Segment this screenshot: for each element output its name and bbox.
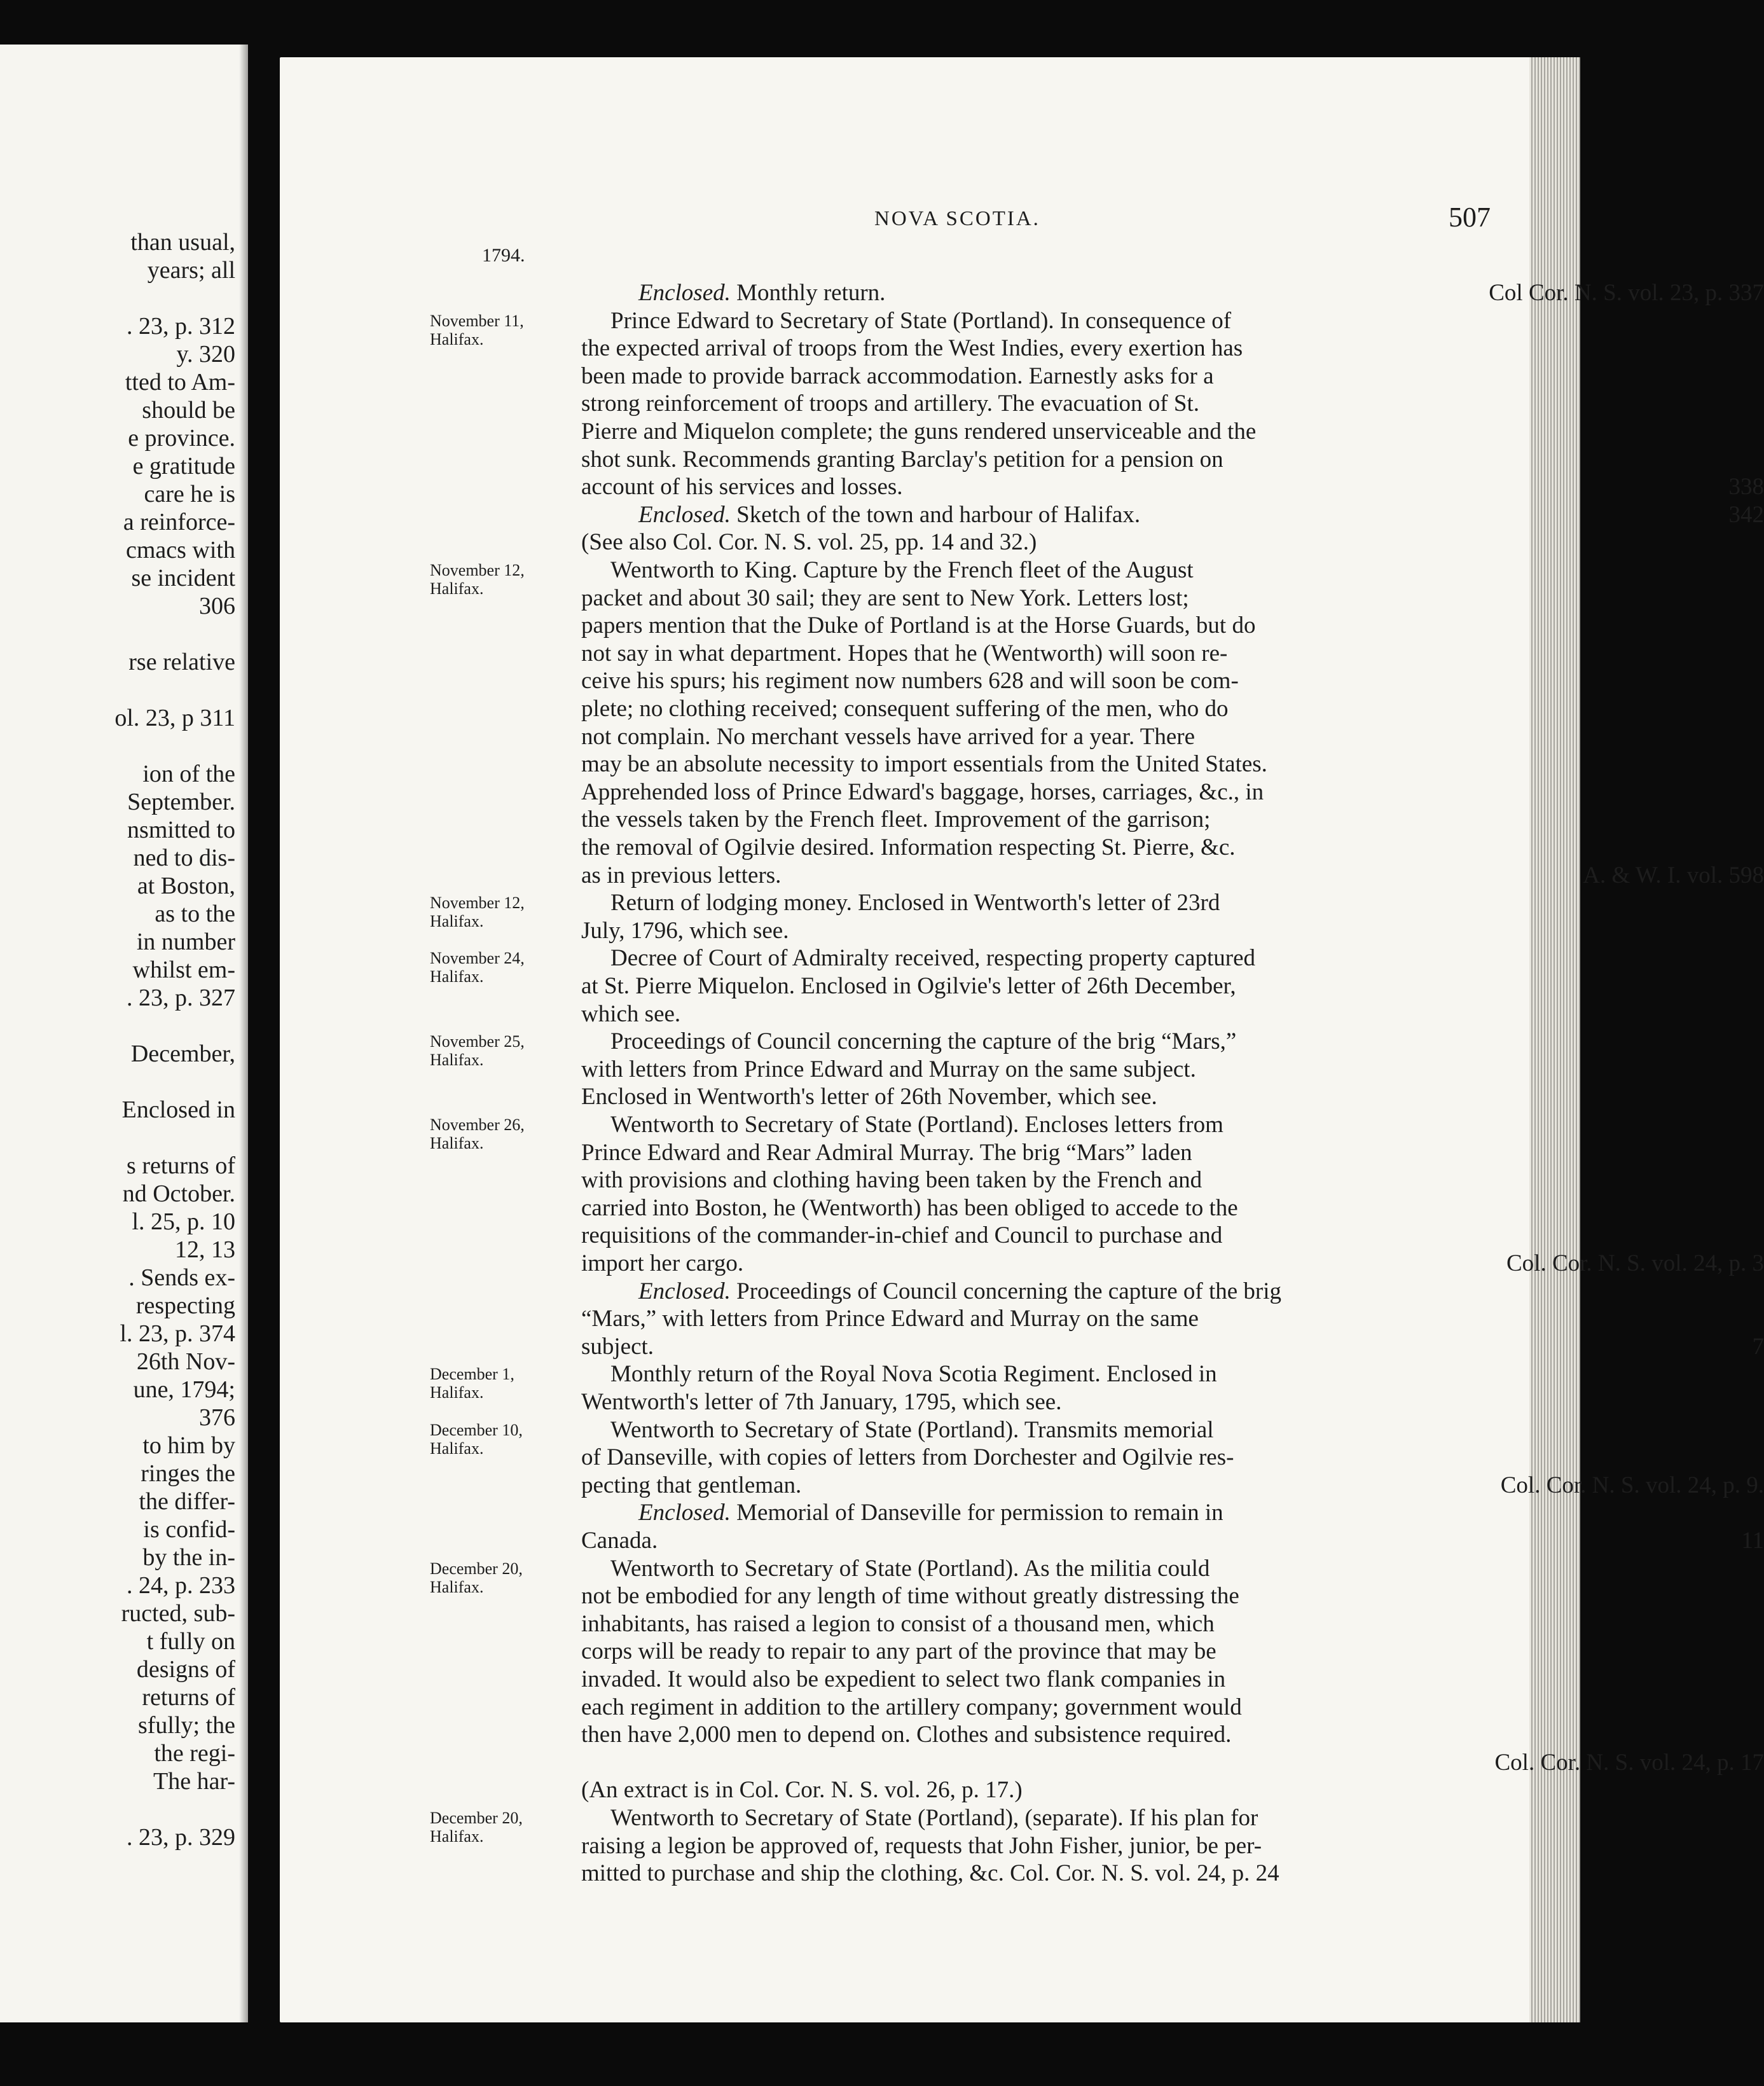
left-page-line: by the in- [142, 1544, 235, 1571]
text-line [581, 529, 1764, 556]
line-text [581, 612, 1255, 639]
text-line [581, 1389, 1764, 1416]
line-text [581, 1334, 654, 1360]
line-text [581, 1306, 1199, 1332]
line-text [581, 1860, 1279, 1887]
line-text [581, 363, 1214, 390]
text-line [581, 280, 1764, 307]
line-text [638, 1500, 1223, 1526]
left-page-line: whilst em- [132, 957, 235, 983]
date-text: November 12, [430, 561, 525, 579]
line-body: Pierre and Miquelon complete; the guns rendered unserviceable and the [581, 418, 1257, 445]
left-page-line: ol. 23, p 311 [114, 705, 235, 731]
line-body: papers mention that the Duke of Portland is at the Horse Guards, but do [581, 612, 1256, 639]
line-text [581, 696, 1229, 722]
date-text: November 26, [430, 1116, 525, 1134]
line-body: then have 2,000 men to depend on. Clothes and subsistence required. [581, 1722, 1232, 1748]
line-body: Proceedings of Council concerning the capture of the brig “Mars,” [610, 1028, 1237, 1055]
left-page-line: The har- [153, 1768, 235, 1795]
line-text [581, 418, 1256, 445]
text-line [581, 612, 1764, 639]
line-text [581, 973, 1236, 1000]
left-page-line: ructed, sub- [121, 1600, 235, 1627]
left-page-line: is confid- [143, 1516, 235, 1543]
line-body: Apprehended loss of Prince Edward's baggage, horses, carriages, &c., in [581, 778, 1264, 805]
margin-date [430, 1421, 576, 1458]
left-page-line: should be [142, 397, 235, 424]
text-line [581, 973, 1764, 1000]
line-text [610, 557, 1194, 584]
margin-date [430, 1116, 576, 1152]
left-page-line: a reinforce- [123, 509, 235, 535]
left-page-line: . Sends ex- [128, 1264, 235, 1291]
line-body: Decree of Court of Admiralty received, respecting property captured [610, 945, 1255, 972]
line-text [581, 1638, 1216, 1665]
left-page-line: at Boston, [137, 873, 235, 899]
left-page-line: se incident [131, 565, 235, 591]
left-page-line: nsmitted to [127, 817, 235, 843]
left-page-line: care he is [144, 481, 235, 508]
text-line [581, 1140, 1764, 1166]
place-text: Halifax. [430, 1051, 484, 1070]
line-body: may be an absolute necessity to import essentials from the United States. [581, 751, 1267, 778]
line-text [581, 779, 1264, 806]
line-text [581, 390, 1199, 417]
left-page-line: the differ- [139, 1488, 235, 1515]
line-text [581, 1611, 1215, 1638]
text-line [581, 1528, 1764, 1554]
text-line [581, 1638, 1764, 1665]
line-body: import her cargo. [581, 1250, 744, 1276]
left-page-line: 376 [199, 1404, 235, 1431]
enclosed-label: Enclosed. [638, 1278, 731, 1304]
line-body: Wentworth's letter of 7th January, 1795, which see. [581, 1389, 1062, 1415]
left-page-line: than usual, [130, 229, 235, 256]
line-body: not complain. No merchant vessels have arrived for a year. There [581, 723, 1196, 750]
line-body: Prince Edward to Secretary of State (Portland). In consequence of [610, 307, 1232, 334]
text-line [581, 1056, 1764, 1083]
line-text [581, 585, 1189, 612]
left-page-line: t fully on [146, 1628, 235, 1655]
line-body: inhabitants, has raised a legion to consist of a thousand men, which [581, 1610, 1215, 1637]
line-body: plete; no clothing received; consequent suffering of the men, who do [581, 696, 1229, 722]
left-page-line: the regi- [154, 1740, 235, 1767]
reference: 7 [1752, 1333, 1764, 1360]
text-line [581, 1694, 1764, 1721]
margin-date [430, 1365, 576, 1402]
right-page [280, 57, 1764, 2022]
line-text [610, 1361, 1217, 1388]
text-line [581, 1306, 1764, 1332]
reference: Col. Cor. N. S. vol. 24, p. 9. [1500, 1472, 1764, 1498]
line-text [581, 751, 1267, 778]
text-line [581, 668, 1764, 694]
reference: A. & W. I. vol. 598 [1583, 862, 1764, 888]
reference: 342 [1728, 501, 1764, 528]
left-page-line: returns of [142, 1684, 235, 1711]
place-text: Halifax. [430, 1134, 484, 1152]
left-page-line: in number [136, 929, 235, 955]
left-page-line: rse relative [128, 649, 235, 675]
line-text [581, 1472, 801, 1499]
line-text [638, 280, 885, 307]
left-page-line: to him by [142, 1432, 235, 1459]
margin-date [430, 312, 576, 349]
text-line [581, 1028, 1764, 1055]
page-gutter-shadow [239, 45, 248, 2022]
line-text [581, 1528, 658, 1554]
reference: Col. Cor. N. S. vol. 24, p. 17 [1494, 1749, 1764, 1776]
line-body: Enclosed in Wentworth's letter of 26th November, which see. [581, 1084, 1157, 1110]
text-line [581, 640, 1764, 667]
line-text [581, 335, 1243, 362]
text-line [581, 1222, 1764, 1249]
text-line [581, 1833, 1764, 1860]
text-line [581, 806, 1764, 833]
text-line [581, 1361, 1764, 1388]
text-line [581, 1777, 1764, 1804]
left-page-line: September. [127, 789, 235, 815]
line-body: with letters from Prince Edward and Murray on the same subject. [581, 1056, 1196, 1082]
text-line [581, 890, 1764, 916]
left-page-line: December, [130, 1040, 235, 1067]
text-line [581, 474, 1764, 501]
text-line [581, 363, 1764, 390]
line-text [581, 918, 789, 944]
text-line [581, 751, 1764, 778]
left-page-line: ned to dis- [133, 845, 235, 871]
line-text [581, 1666, 1225, 1693]
page-number: 507 [1449, 202, 1491, 233]
reference: Col Cor. N. S. vol. 23, p. 337 [1489, 280, 1764, 306]
line-body: shot sunk. Recommends granting Barclay's petition for a pension on [581, 446, 1223, 473]
line-text [581, 862, 781, 889]
text-line [581, 1472, 1764, 1499]
line-text [581, 1056, 1196, 1083]
left-page-line: ringes the [141, 1460, 235, 1487]
line-body: strong reinforcement of troops and artillery. The evacuation of St. [581, 390, 1199, 417]
text-line [581, 1444, 1764, 1471]
line-text [610, 890, 1220, 916]
date-text: December 20, [430, 1559, 523, 1578]
date-text: December 10, [430, 1420, 523, 1439]
place-text: Halifax. [430, 967, 484, 986]
line-text [581, 529, 1037, 556]
line-body: Canada. [581, 1528, 658, 1554]
left-page-line: cmacs with [125, 537, 235, 563]
place-text: Halifax. [430, 912, 484, 931]
text-line [581, 862, 1764, 889]
text-line [581, 918, 1764, 944]
line-body: Proceedings of Council concerning the capture of the brig [730, 1278, 1282, 1304]
margin-date [430, 1809, 576, 1846]
left-page-line: e province. [128, 425, 235, 452]
line-text [581, 446, 1223, 473]
line-text [581, 1195, 1238, 1222]
line-text [581, 1583, 1239, 1610]
line-text [581, 1222, 1222, 1249]
line-text [610, 1556, 1209, 1582]
line-body: Return of lodging money. Enclosed in Wentworth's letter of 23rd [610, 890, 1220, 916]
text-line [581, 1278, 1764, 1305]
reference: Col. Cor. N. S. vol. 24, p. 3 [1506, 1250, 1764, 1276]
text-line [581, 335, 1764, 362]
date-text: November 24, [430, 949, 525, 968]
line-text [581, 474, 903, 501]
left-page-line: l. 23, p. 374 [120, 1320, 235, 1347]
line-text [581, 1001, 680, 1028]
text-line [581, 585, 1764, 612]
line-body: ceive his spurs; his regiment now numbers 628 and will soon be com- [581, 668, 1239, 694]
left-page-line: . 24, p. 233 [127, 1572, 235, 1599]
line-body: Wentworth to Secretary of State (Portland). Transmits memorial [610, 1416, 1214, 1443]
line-body: Sketch of the town and harbour of Halifax. [730, 501, 1141, 528]
place-text: Halifax. [430, 1439, 484, 1458]
left-page-line: ion of the [142, 761, 235, 787]
text-line [581, 724, 1764, 750]
line-body: Wentworth to Secretary of State (Portland). As the militia could [610, 1555, 1210, 1582]
line-body: not say in what department. Hopes that he (Wentworth) will soon re- [581, 640, 1228, 667]
line-body: Monthly return of the Royal Nova Scotia Regiment. Enclosed in [610, 1361, 1217, 1388]
line-body: Prince Edward and Rear Admiral Murray. The brig “Mars” laden [581, 1139, 1192, 1166]
left-page-line: . 23, p. 327 [127, 984, 235, 1011]
text-line [581, 1112, 1764, 1138]
line-body: Monthly return. [730, 280, 886, 306]
text-line [581, 1001, 1764, 1028]
text-line [581, 557, 1764, 584]
line-text [638, 1278, 1281, 1305]
left-page-line: Enclosed in [121, 1096, 235, 1123]
line-body: July, 1796, which see. [581, 917, 789, 944]
left-page-line: years; all [147, 257, 235, 284]
text-line [581, 1417, 1764, 1444]
line-body: which see. [581, 1000, 681, 1027]
line-body: account of his services and losses. [581, 474, 903, 501]
line-body: invaded. It would also be expedient to select two flank companies in [581, 1666, 1226, 1692]
line-text [581, 1777, 1023, 1804]
reference: 338 [1728, 474, 1764, 501]
line-text [581, 1140, 1192, 1166]
date-text: November 12, [430, 894, 525, 913]
line-body: the removal of Ogilvie desired. Information respecting St. Pierre, &c. [581, 834, 1236, 860]
left-page-line: sfully; the [137, 1712, 235, 1739]
running-head: NOVA SCOTIA. [874, 207, 1040, 230]
line-body: carried into Boston, he (Wentworth) has been obliged to accede to the [581, 1194, 1238, 1221]
line-body: “Mars,” with letters from Prince Edward and Murray on the same [581, 1306, 1199, 1332]
line-body: with provisions and clothing having been taken by the French and [581, 1167, 1202, 1194]
date-text: November 11, [430, 311, 524, 330]
line-body: been made to provide barrack accommodation. Earnestly asks for a [581, 363, 1214, 389]
line-body: as in previous letters. [581, 862, 782, 888]
left-page-line: 12, 13 [175, 1236, 235, 1263]
left-page-line: . 23, p. 329 [127, 1824, 235, 1851]
text-line [581, 1084, 1764, 1110]
line-text [581, 806, 1210, 833]
place-text: Halifax. [430, 1383, 484, 1402]
margin-date [430, 894, 576, 930]
line-text [581, 640, 1227, 667]
text-line [581, 1334, 1764, 1360]
place-text: Halifax. [430, 579, 484, 598]
text-line [581, 1250, 1764, 1277]
line-text [581, 1250, 743, 1277]
text-line [581, 418, 1764, 445]
line-text [581, 1167, 1202, 1194]
left-page-line: une, 1794; [133, 1376, 235, 1403]
left-page-line: . 23, p. 312 [127, 313, 235, 340]
line-text [610, 1805, 1258, 1832]
line-body: packet and about 30 sail; they are sent to New York. Letters lost; [581, 584, 1189, 611]
place-text: Halifax. [430, 329, 484, 349]
line-text [610, 1417, 1214, 1444]
line-body: pecting that gentleman. [581, 1472, 802, 1498]
line-text [581, 1389, 1061, 1416]
line-body: Wentworth to King. Capture by the French fleet of the August [610, 557, 1194, 583]
line-body: Wentworth to Secretary of State (Portland), (separate). If his plan for [610, 1805, 1258, 1831]
left-page-line: tted to Am- [125, 369, 235, 396]
place-text: Halifax. [430, 1577, 484, 1596]
line-body: of Danseville, with copies of letters from Dorchester and Ogilvie res- [581, 1444, 1234, 1471]
margin-date [430, 1559, 576, 1596]
margin-date [430, 1032, 576, 1069]
text-line [581, 1583, 1764, 1610]
year-heading: 1794. [482, 245, 525, 266]
left-page-line: respecting [135, 1292, 235, 1319]
line-body: requisitions of the commander-in-chief and Council to purchase and [581, 1222, 1223, 1249]
line-body: (See also Col. Cor. N. S. vol. 25, pp. 14 and 32.) [581, 529, 1037, 556]
line-body: raising a legion be approved of, requests that John Fisher, junior, be per- [581, 1832, 1262, 1859]
line-body: (An extract is in Col. Cor. N. S. vol. 26, p. 17.) [581, 1777, 1023, 1804]
line-body: mitted to purchase and ship the clothing, &c. Col. Cor. N. S. vol. 24, p. 24 [581, 1860, 1279, 1887]
line-text [610, 945, 1255, 972]
line-text [610, 308, 1231, 335]
enclosed-label: Enclosed. [638, 501, 731, 528]
line-body: Wentworth to Secretary of State (Portland). Encloses letters from [610, 1112, 1223, 1138]
enclosed-label: Enclosed. [638, 1500, 731, 1526]
left-page-line: y. 320 [176, 341, 235, 368]
date-text: December 20, [430, 1809, 523, 1827]
line-text [581, 724, 1195, 750]
text-line [581, 696, 1764, 722]
text-line [581, 446, 1764, 473]
text-line [581, 1556, 1764, 1582]
left-page-line: 26th Nov- [136, 1348, 235, 1375]
left-page-line: as to the [155, 901, 235, 927]
left-page-line: e gratitude [132, 453, 235, 480]
text-line [581, 308, 1764, 335]
left-page-line: designs of [136, 1656, 235, 1683]
line-text [581, 834, 1236, 861]
left-page-line: nd October. [122, 1180, 235, 1207]
line-body: corps will be ready to repair to any part of the province that may be [581, 1638, 1216, 1665]
line-body: each regiment in addition to the artillery company; government would [581, 1694, 1242, 1720]
line-body: the expected arrival of troops from the West Indies, every exertion has [581, 335, 1243, 362]
text-line [581, 1611, 1764, 1638]
text-line [581, 1860, 1764, 1887]
text-line [581, 1805, 1764, 1832]
line-text [581, 1833, 1262, 1860]
text-line [581, 834, 1764, 861]
text-line [581, 1500, 1764, 1526]
text-line [581, 1167, 1764, 1194]
text-line [581, 390, 1764, 417]
line-text [581, 1694, 1242, 1721]
text-line [581, 502, 1764, 528]
margin-date [430, 949, 576, 986]
margin-date [430, 561, 576, 598]
line-body: not be embodied for any length of time without greatly distressing the [581, 1583, 1239, 1610]
line-body: the vessels taken by the French fleet. Improvement of the garrison; [581, 806, 1211, 833]
text-line [581, 1722, 1764, 1748]
text-line [581, 945, 1764, 972]
line-text [638, 502, 1140, 528]
text-line [581, 779, 1764, 806]
line-body: at St. Pierre Miquelon. Enclosed in Ogilvie's letter of 26th December, [581, 973, 1236, 999]
place-text: Halifax. [430, 1827, 484, 1846]
left-page-line: 306 [199, 593, 235, 619]
date-text: November 25, [430, 1032, 525, 1051]
text-line [581, 1666, 1764, 1693]
line-text [610, 1028, 1236, 1055]
line-text [581, 1444, 1234, 1471]
line-body: Memorial of Danseville for permission to remain in [730, 1500, 1223, 1526]
left-page-line: l. 25, p. 10 [132, 1208, 235, 1235]
date-text: December 1, [430, 1365, 514, 1384]
text-line [581, 1750, 1764, 1776]
line-text [581, 668, 1239, 694]
line-text [581, 1084, 1157, 1110]
enclosed-label: Enclosed. [638, 280, 731, 306]
text-line [581, 1195, 1764, 1222]
line-text [581, 1722, 1231, 1748]
line-text [610, 1112, 1223, 1138]
line-body: subject. [581, 1333, 654, 1360]
left-page-line: s returns of [127, 1152, 235, 1179]
reference: 11 [1741, 1528, 1764, 1554]
left-page [0, 45, 248, 2022]
